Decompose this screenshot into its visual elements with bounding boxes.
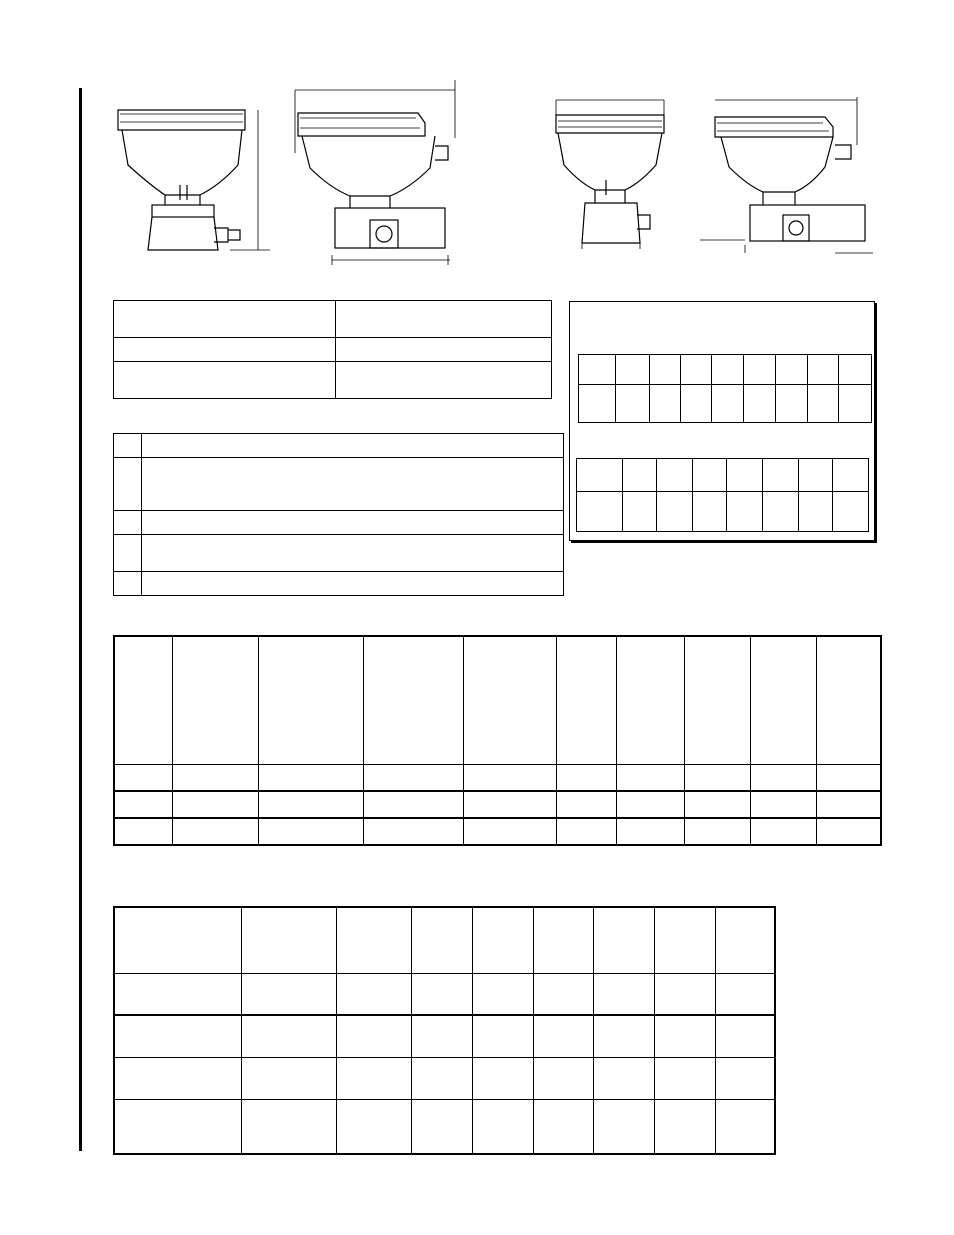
wide-cell — [616, 791, 684, 818]
bottom-cell — [472, 973, 533, 1015]
bottom-cell — [715, 1099, 775, 1154]
note-text-cell — [142, 434, 564, 458]
panel-cell — [712, 385, 744, 423]
bottom-table — [113, 906, 776, 1155]
wide-cell — [363, 764, 463, 791]
bottom-cell — [241, 1057, 336, 1099]
bottom-cell — [411, 1099, 472, 1154]
wide-cell — [363, 791, 463, 818]
spec-cell — [336, 338, 552, 362]
panel-cell — [650, 355, 681, 385]
wide-header-cell — [363, 636, 463, 764]
panel-cell — [839, 385, 872, 423]
panel-cell — [833, 459, 869, 492]
bottom-cell — [593, 973, 654, 1015]
wide-header-cell — [616, 636, 684, 764]
bottom-cell — [654, 1015, 715, 1057]
toilet-side-view-standard — [290, 78, 470, 268]
panel-cell — [727, 459, 763, 492]
bottom-cell — [715, 1057, 775, 1099]
panel-cell — [616, 355, 650, 385]
note-number-cell — [114, 572, 142, 596]
panel-cell — [799, 459, 833, 492]
spec-cell — [336, 301, 552, 338]
bottom-cell — [241, 1015, 336, 1057]
panel-cell — [833, 492, 869, 532]
bottom-cell — [114, 973, 241, 1015]
panel-cell — [577, 459, 623, 492]
wide-cell — [750, 764, 816, 791]
note-number-cell — [114, 458, 142, 511]
wide-header-cell — [172, 636, 258, 764]
wide-cell — [463, 818, 556, 845]
bottom-header-cell — [241, 907, 336, 973]
spec-cell — [336, 362, 552, 399]
bottom-cell — [336, 1057, 411, 1099]
wide-header-cell — [684, 636, 750, 764]
panel-cell — [577, 492, 623, 532]
wide-cell — [172, 791, 258, 818]
toilet-front-view-compact — [550, 95, 675, 255]
bottom-cell — [533, 973, 593, 1015]
bottom-header-cell — [411, 907, 472, 973]
toilet-front-view-standard — [110, 100, 275, 260]
panel-cell — [744, 385, 776, 423]
note-number-cell — [114, 434, 142, 458]
spec-cell — [114, 338, 336, 362]
bottom-cell — [593, 1099, 654, 1154]
left-margin-bar — [79, 88, 82, 1151]
wide-cell — [114, 818, 172, 845]
panel-cell — [763, 492, 799, 532]
wide-cell — [463, 764, 556, 791]
bottom-cell — [336, 973, 411, 1015]
wide-cell — [750, 818, 816, 845]
panel-cell — [616, 385, 650, 423]
bottom-cell — [654, 1057, 715, 1099]
spec-table — [113, 300, 552, 399]
panel-cell — [623, 492, 657, 532]
panel-cell — [727, 492, 763, 532]
bottom-header-cell — [533, 907, 593, 973]
notes-table — [113, 433, 564, 596]
bottom-cell — [241, 1099, 336, 1154]
panel-upper-table — [578, 354, 872, 423]
wide-table — [113, 635, 882, 846]
bottom-cell — [654, 1099, 715, 1154]
wide-cell — [684, 764, 750, 791]
wide-cell — [114, 791, 172, 818]
bottom-cell — [533, 1015, 593, 1057]
wide-cell — [816, 818, 881, 845]
wide-header-cell — [750, 636, 816, 764]
panel-cell — [693, 459, 727, 492]
bottom-header-cell — [593, 907, 654, 973]
wide-cell — [556, 818, 616, 845]
note-number-cell — [114, 535, 142, 572]
wide-cell — [114, 764, 172, 791]
wide-header-cell — [463, 636, 556, 764]
bottom-cell — [715, 1015, 775, 1057]
bottom-cell — [533, 1099, 593, 1154]
panel-cell — [776, 385, 808, 423]
bottom-cell — [114, 1015, 241, 1057]
wide-cell — [363, 818, 463, 845]
panel-cell — [763, 459, 799, 492]
bottom-cell — [241, 973, 336, 1015]
wide-header-cell — [258, 636, 363, 764]
wide-header-cell — [816, 636, 881, 764]
wide-cell — [616, 764, 684, 791]
bottom-cell — [114, 1099, 241, 1154]
bottom-cell — [336, 1015, 411, 1057]
bottom-cell — [411, 1057, 472, 1099]
bottom-cell — [654, 973, 715, 1015]
bottom-header-cell — [472, 907, 533, 973]
bottom-cell — [533, 1057, 593, 1099]
bottom-cell — [114, 1057, 241, 1099]
bottom-header-cell — [715, 907, 775, 973]
note-text-cell — [142, 535, 564, 572]
bottom-cell — [411, 1015, 472, 1057]
spec-cell — [114, 301, 336, 338]
panel-cell — [839, 355, 872, 385]
bottom-cell — [472, 1057, 533, 1099]
wide-cell — [816, 764, 881, 791]
bottom-cell — [336, 1099, 411, 1154]
wide-cell — [750, 791, 816, 818]
panel-cell — [808, 355, 839, 385]
note-text-cell — [142, 511, 564, 535]
bottom-cell — [472, 1015, 533, 1057]
panel-cell — [657, 492, 693, 532]
wide-cell — [172, 764, 258, 791]
bottom-header-cell — [654, 907, 715, 973]
wide-header-cell — [556, 636, 616, 764]
wide-cell — [258, 791, 363, 818]
panel-cell — [579, 385, 616, 423]
panel-cell — [799, 492, 833, 532]
spec-cell — [114, 362, 336, 399]
bottom-cell — [593, 1015, 654, 1057]
panel-cell — [693, 492, 727, 532]
bottom-header-cell — [114, 907, 241, 973]
note-text-cell — [142, 458, 564, 511]
wide-cell — [684, 818, 750, 845]
panel-cell — [681, 355, 712, 385]
bottom-header-cell — [336, 907, 411, 973]
wide-cell — [463, 791, 556, 818]
panel-cell — [808, 385, 839, 423]
panel-cell — [650, 385, 681, 423]
toilet-side-view-compact — [695, 95, 875, 260]
panel-cell — [579, 355, 616, 385]
panel-cell — [744, 355, 776, 385]
panel-lower-table — [576, 458, 869, 532]
panel-cell — [623, 459, 657, 492]
panel-cell — [712, 355, 744, 385]
wide-cell — [258, 818, 363, 845]
wide-cell — [556, 764, 616, 791]
wide-cell — [556, 791, 616, 818]
wide-cell — [616, 818, 684, 845]
wide-cell — [684, 791, 750, 818]
panel-cell — [681, 385, 712, 423]
panel-cell — [776, 355, 808, 385]
wide-cell — [172, 818, 258, 845]
bottom-cell — [472, 1099, 533, 1154]
wide-cell — [258, 764, 363, 791]
wide-cell — [816, 791, 881, 818]
note-text-cell — [142, 572, 564, 596]
bottom-cell — [411, 973, 472, 1015]
wide-header-cell — [114, 636, 172, 764]
note-number-cell — [114, 511, 142, 535]
bottom-cell — [593, 1057, 654, 1099]
bottom-cell — [715, 973, 775, 1015]
panel-cell — [657, 459, 693, 492]
